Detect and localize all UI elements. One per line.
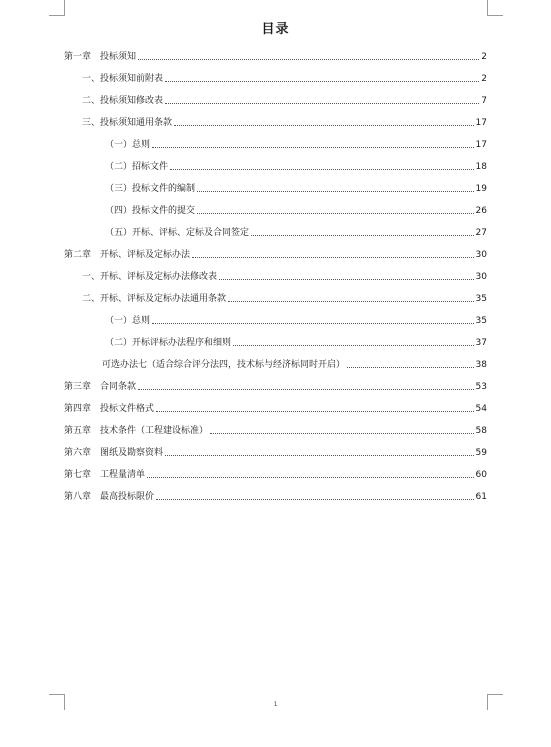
toc-leader-dots (219, 278, 474, 280)
toc-leader-dots (170, 168, 474, 170)
toc-entry-label: 第一章 投标须知 (64, 52, 137, 62)
toc-entry-label: （一）总则 (105, 316, 151, 326)
toc-entry[interactable] (64, 151, 487, 173)
toc-entry-label: （五）开标、评标、定标及合同签定 (105, 228, 250, 238)
toc-entry-page: 54 (475, 404, 487, 414)
toc-leader-dots (233, 344, 474, 346)
toc-entry-page: 27 (475, 228, 487, 238)
toc-entry[interactable] (64, 195, 487, 217)
toc-entry-page: 30 (475, 272, 487, 282)
toc-leader-dots (152, 146, 474, 148)
toc-title: 目录 (261, 22, 290, 37)
toc-entry-label: 第六章 图纸及勘察资料 (64, 448, 164, 458)
toc-entry[interactable] (64, 371, 487, 393)
toc-leader-dots (138, 388, 474, 390)
toc-entry-label: （四）投标文件的提交 (105, 206, 196, 216)
toc-entry-label: 第八章 最高投标限价 (64, 492, 155, 502)
toc-leader-dots (165, 80, 479, 82)
toc-leader-dots (152, 322, 474, 324)
toc-entry[interactable] (64, 107, 487, 129)
toc-entry-label: 第二章 开标、评标及定标办法 (64, 250, 191, 260)
toc-entry-page: 37 (475, 338, 487, 348)
toc-entry-page: 59 (475, 448, 487, 458)
toc-entry-label: 第五章 技术条件（工程建设标准） (64, 426, 209, 436)
toc-entry[interactable] (64, 305, 487, 327)
toc-entry-label: 一、投标须知前附表 (82, 74, 164, 84)
toc-leader-dots (197, 212, 474, 214)
toc-entry[interactable] (64, 437, 487, 459)
toc-entry-page: 60 (475, 470, 487, 480)
toc-entry[interactable] (64, 173, 487, 195)
toc-entry-label: 第四章 投标文件格式 (64, 404, 155, 414)
toc-entry-page: 19 (475, 184, 487, 194)
crop-mark-top-left (49, 0, 65, 16)
toc-entry-label: 三、投标须知通用条款 (82, 118, 173, 128)
toc-entry[interactable] (64, 41, 487, 63)
toc-entry-page: 30 (475, 250, 487, 260)
toc-entry[interactable] (64, 217, 487, 239)
toc-entry-label: 二、投标须知修改表 (82, 96, 164, 106)
toc-entry-page: 2 (481, 52, 487, 62)
toc-entry[interactable] (64, 283, 487, 305)
toc-entry[interactable] (64, 393, 487, 415)
toc-entry[interactable] (64, 261, 487, 283)
toc-leader-dots (147, 476, 474, 478)
toc-entry-label: （一）总则 (105, 140, 151, 150)
toc-leader-dots (174, 124, 474, 126)
toc-entry-page: 35 (475, 294, 487, 304)
toc-entry-page: 38 (475, 360, 487, 370)
toc-leader-dots (251, 234, 474, 236)
toc-leader-dots (210, 432, 474, 434)
toc-leader-dots (192, 256, 474, 258)
toc-leader-dots (138, 58, 479, 60)
toc-entry-page: 18 (475, 162, 487, 172)
toc-entry-page: 2 (481, 74, 487, 84)
toc-leader-dots (156, 498, 474, 500)
toc-entry-label: 二、开标、评标及定标办法通用条款 (82, 294, 227, 304)
toc-entry[interactable] (64, 239, 487, 261)
toc-entry-label: 第七章 工程量清单 (64, 470, 146, 480)
toc-entry-page: 53 (475, 382, 487, 392)
toc-entry-label: 第三章 合同条款 (64, 382, 137, 392)
toc-entry-label: （三）投标文件的编制 (105, 184, 196, 194)
toc-entry-label: （二）招标文件 (105, 162, 169, 172)
toc-entry-label: （二）开标评标办法程序和细则 (105, 338, 232, 348)
page-number: 1 (273, 701, 278, 708)
toc-entry-page: 58 (475, 426, 487, 436)
toc-leader-dots (228, 300, 474, 302)
toc-leader-dots (197, 190, 474, 192)
toc-entry[interactable] (64, 481, 487, 503)
toc-entry[interactable] (64, 327, 487, 349)
toc-leader-dots (165, 454, 474, 456)
toc-entry-page: 17 (475, 140, 487, 150)
toc-entry[interactable] (64, 349, 487, 371)
toc-entry[interactable] (64, 129, 487, 151)
toc-entry[interactable] (64, 415, 487, 437)
toc-leader-dots (347, 366, 474, 368)
toc-entry-page: 7 (481, 96, 487, 106)
toc-entry-label: 一、开标、评标及定标办法修改表 (82, 272, 218, 282)
toc-entry[interactable] (64, 459, 487, 481)
toc-entry[interactable] (64, 63, 487, 85)
toc-leader-dots (156, 410, 474, 412)
table-of-contents (64, 41, 487, 503)
toc-entry-page: 17 (475, 118, 487, 128)
toc-entry-page: 35 (475, 316, 487, 326)
toc-entry-page: 61 (475, 492, 487, 502)
toc-entry-page: 26 (475, 206, 487, 216)
toc-entry-label: 可选办法七（适合综合评分法四，技术标与经济标同时开启） (102, 360, 346, 370)
toc-entry[interactable] (64, 85, 487, 107)
crop-mark-top-right (487, 0, 503, 16)
toc-leader-dots (165, 102, 479, 104)
